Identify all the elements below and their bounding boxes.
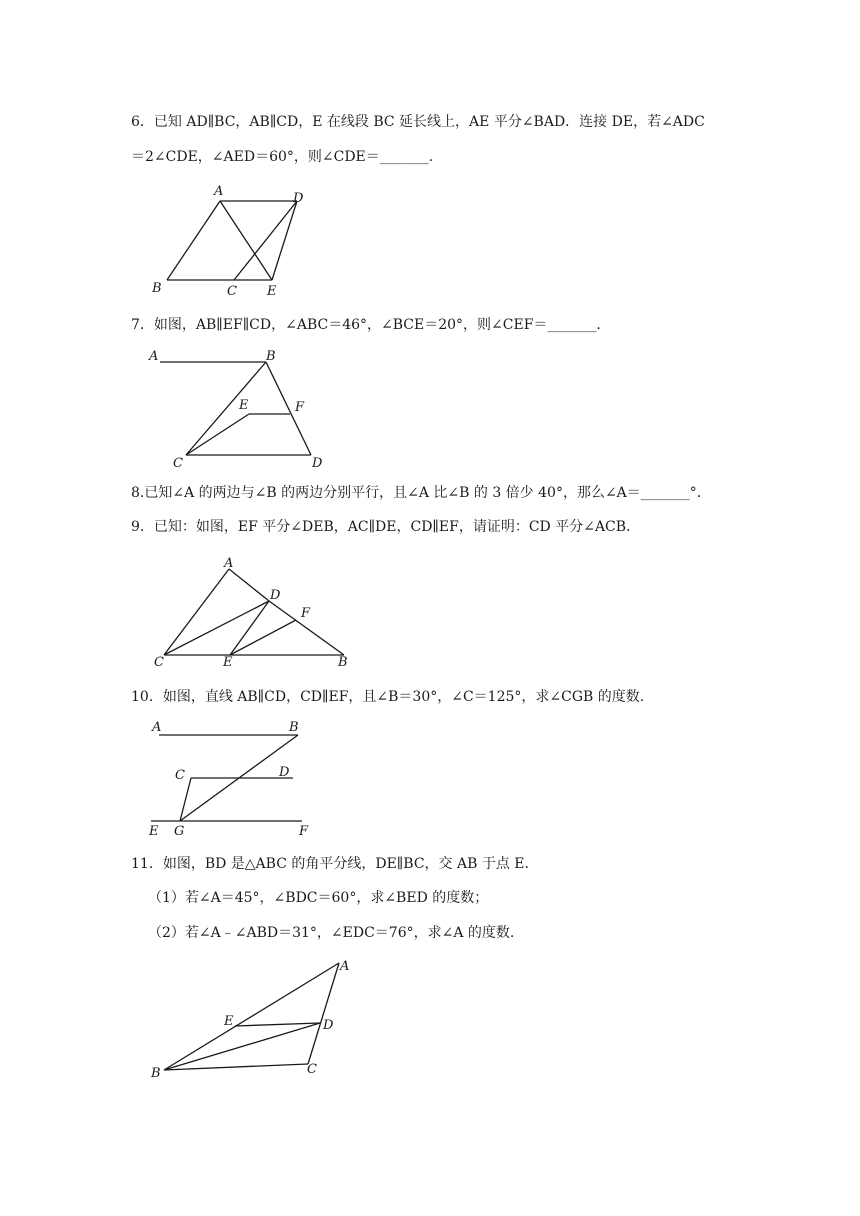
q7-line-1: 7．如图，AB∥EF∥CD，∠ABC＝46°，∠BCE＝20°，则∠CEF＝_______. bbox=[131, 317, 601, 333]
q6-label-d: D bbox=[293, 191, 304, 206]
q8-line-1: 8.已知∠A 的两边与∠B 的两边分别平行，且∠A 比∠B 的 3 倍少 40°，那么∠A＝_______°． bbox=[131, 485, 711, 501]
q11-label-a: A bbox=[340, 959, 350, 974]
q10-label-a: A bbox=[152, 720, 162, 735]
q10-label-f: F bbox=[299, 824, 309, 839]
q11-label-b: B bbox=[151, 1066, 161, 1081]
q11-figure bbox=[148, 953, 368, 1083]
q10-label-g: G bbox=[174, 824, 185, 839]
q9-label-e: E bbox=[223, 655, 233, 670]
q10-label-d: D bbox=[279, 765, 290, 780]
q7-figure bbox=[148, 345, 338, 470]
q7-label-f: F bbox=[295, 400, 305, 415]
q6-label-a: A bbox=[214, 184, 224, 199]
q10-line-1: 10．如图，直线 AB∥CD，CD∥EF，且∠B＝30°，∠C＝125°，求∠CGB 的度数. bbox=[131, 689, 645, 705]
q10-label-e: E bbox=[149, 824, 159, 839]
q6-figure bbox=[150, 183, 320, 303]
q9-line-1: 9．已知：如图，EF 平分∠DEB，AC∥DE，CD∥EF，请证明：CD 平分∠ACB. bbox=[131, 519, 631, 535]
q11-label-d: D bbox=[323, 1018, 334, 1033]
q10-figure bbox=[148, 715, 323, 840]
q9-label-a: A bbox=[224, 556, 234, 571]
q6-line-1: 6．已知 AD∥BC，AB∥CD，E 在线段 BC 延长线上，AE 平分∠BAD．连接 DE，若∠ADC bbox=[131, 114, 705, 130]
q7-label-a: A bbox=[149, 349, 159, 364]
q10-label-c: C bbox=[175, 768, 185, 783]
q6-label-b: B bbox=[152, 281, 162, 296]
q9-label-d: D bbox=[270, 588, 281, 603]
q7-label-b: B bbox=[266, 349, 276, 364]
q7-label-c: C bbox=[173, 456, 183, 471]
q9-label-b: B bbox=[338, 655, 348, 670]
q6-label-c: C bbox=[227, 284, 237, 299]
q6-line-2: ＝2∠CDE，∠AED＝60°，则∠CDE＝_______. bbox=[131, 149, 434, 165]
q11-part1: （1）若∠A＝45°，∠BDC＝60°，求∠BED 的度数； bbox=[148, 890, 489, 906]
q9-label-c: C bbox=[154, 655, 164, 670]
q9-figure bbox=[150, 553, 360, 673]
q7-label-e: E bbox=[239, 398, 249, 413]
q11-label-e: E bbox=[224, 1014, 234, 1029]
q10-label-b: B bbox=[289, 720, 299, 735]
q9-label-f: F bbox=[301, 606, 311, 621]
q11-part2: （2）若∠A﹣∠ABD＝31°，∠EDC＝76°，求∠A 的度数. bbox=[148, 925, 515, 941]
q6-label-e: E bbox=[267, 284, 277, 299]
q7-label-d: D bbox=[312, 456, 323, 471]
q11-line-1: 11．如图，BD 是△ABC 的角平分线，DE∥BC，交 AB 于点 E. bbox=[131, 856, 529, 872]
q11-label-c: C bbox=[307, 1062, 317, 1077]
